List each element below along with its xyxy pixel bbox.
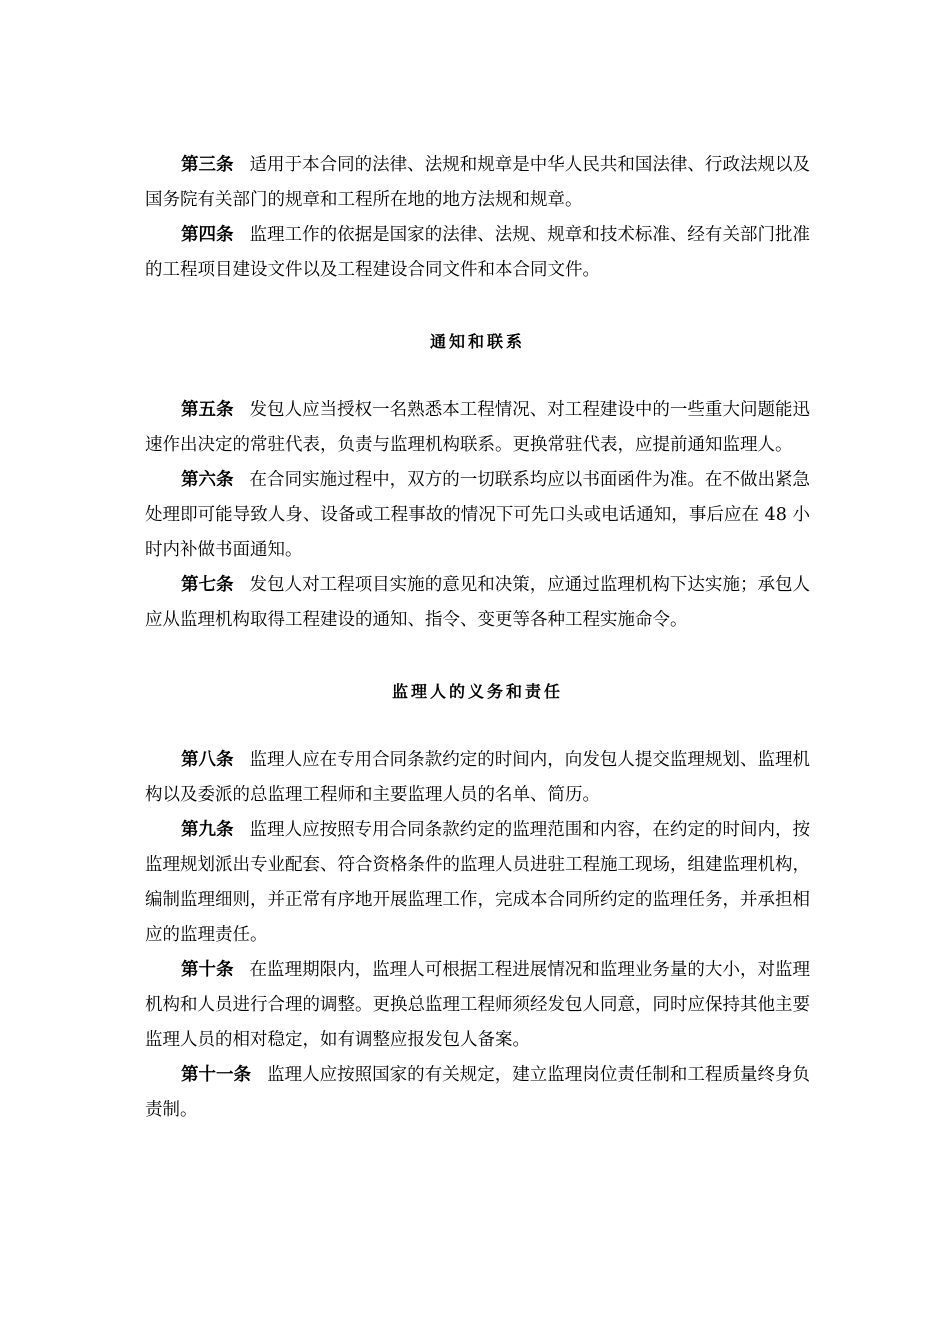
article-number: 第七条 [181,575,234,595]
article-10 [145,953,810,1058]
article-5 [145,393,810,463]
section-heading-obligations: 监理人的义务和责任 [391,682,563,701]
article-11 [145,1058,810,1128]
article-7 [145,568,810,638]
article-number: 第十一条 [181,1065,252,1085]
article-number: 第四条 [181,225,234,245]
article-text: 发包人对工程项目实施的意见和决策，应通过监理机构下达实施；承包人应从监理机构取得工程建设的通知、指令、变更等各种工程实施命令。 [145,575,811,630]
article-text: 监理人应按照国家的有关规定，建立监理岗位责任制和工程质量终身负责制。 [145,1065,811,1120]
article-number: 第三条 [181,155,234,175]
article-number: 第六条 [181,470,234,490]
article-number: 第九条 [181,820,234,840]
article-text: 监理人应按照专用合同条款约定的监理范围和内容，在约定的时间内，按监理规划派出专业配套、符合资格条件的监理人员进驻工程施工现场，组建监理机构，编制监理细则，并正常有序地开展监理工作，完成本合同所约定的监理任务，并承担相应的监理责任。 [145,820,811,945]
article-text: 监理工作的依据是国家的法律、法规、规章和技术标准、经有关部门批准的工程项目建设文件以及工程建设合同文件和本合同文件。 [145,225,811,280]
article-number: 第八条 [181,750,234,770]
article-number: 第五条 [181,400,234,420]
section-heading-notice: 通知和联系 [429,332,525,351]
article-text: 适用于本合同的法律、法规和规章是中华人民共和国法律、行政法规以及国务院有关部门的规章和工程所在地的地方法规和规章。 [145,155,811,210]
document-body [145,148,810,1128]
article-9 [145,813,810,953]
article-text: 发包人应当授权一名熟悉本工程情况、对工程建设中的一些重大问题能迅速作出决定的常驻代表，负责与监理机构联系。更换常驻代表，应提前通知监理人。 [145,400,811,455]
article-6 [145,463,810,568]
article-3 [145,148,810,218]
article-text: 在监理期限内，监理人可根据工程进展情况和监理业务量的大小，对监理机构和人员进行合理的调整。更换总监理工程师须经发包人同意，同时应保持其他主要监理人员的相对稳定，如有调整应报发包人备案。 [145,960,811,1050]
article-4 [145,218,810,288]
article-number: 第十条 [181,960,234,980]
article-8 [145,743,810,813]
article-text: 监理人应在专用合同条款约定的时间内，向发包人提交监理规划、监理机构以及委派的总监理工程师和主要监理人员的名单、简历。 [145,750,811,805]
article-text: 在合同实施过程中，双方的一切联系均应以书面函件为准。在不做出紧急处理即可能导致人身、设备或工程事故的情况下可先口头或电话通知，事后应在 48 小时内补做书面通知。 [145,470,811,560]
